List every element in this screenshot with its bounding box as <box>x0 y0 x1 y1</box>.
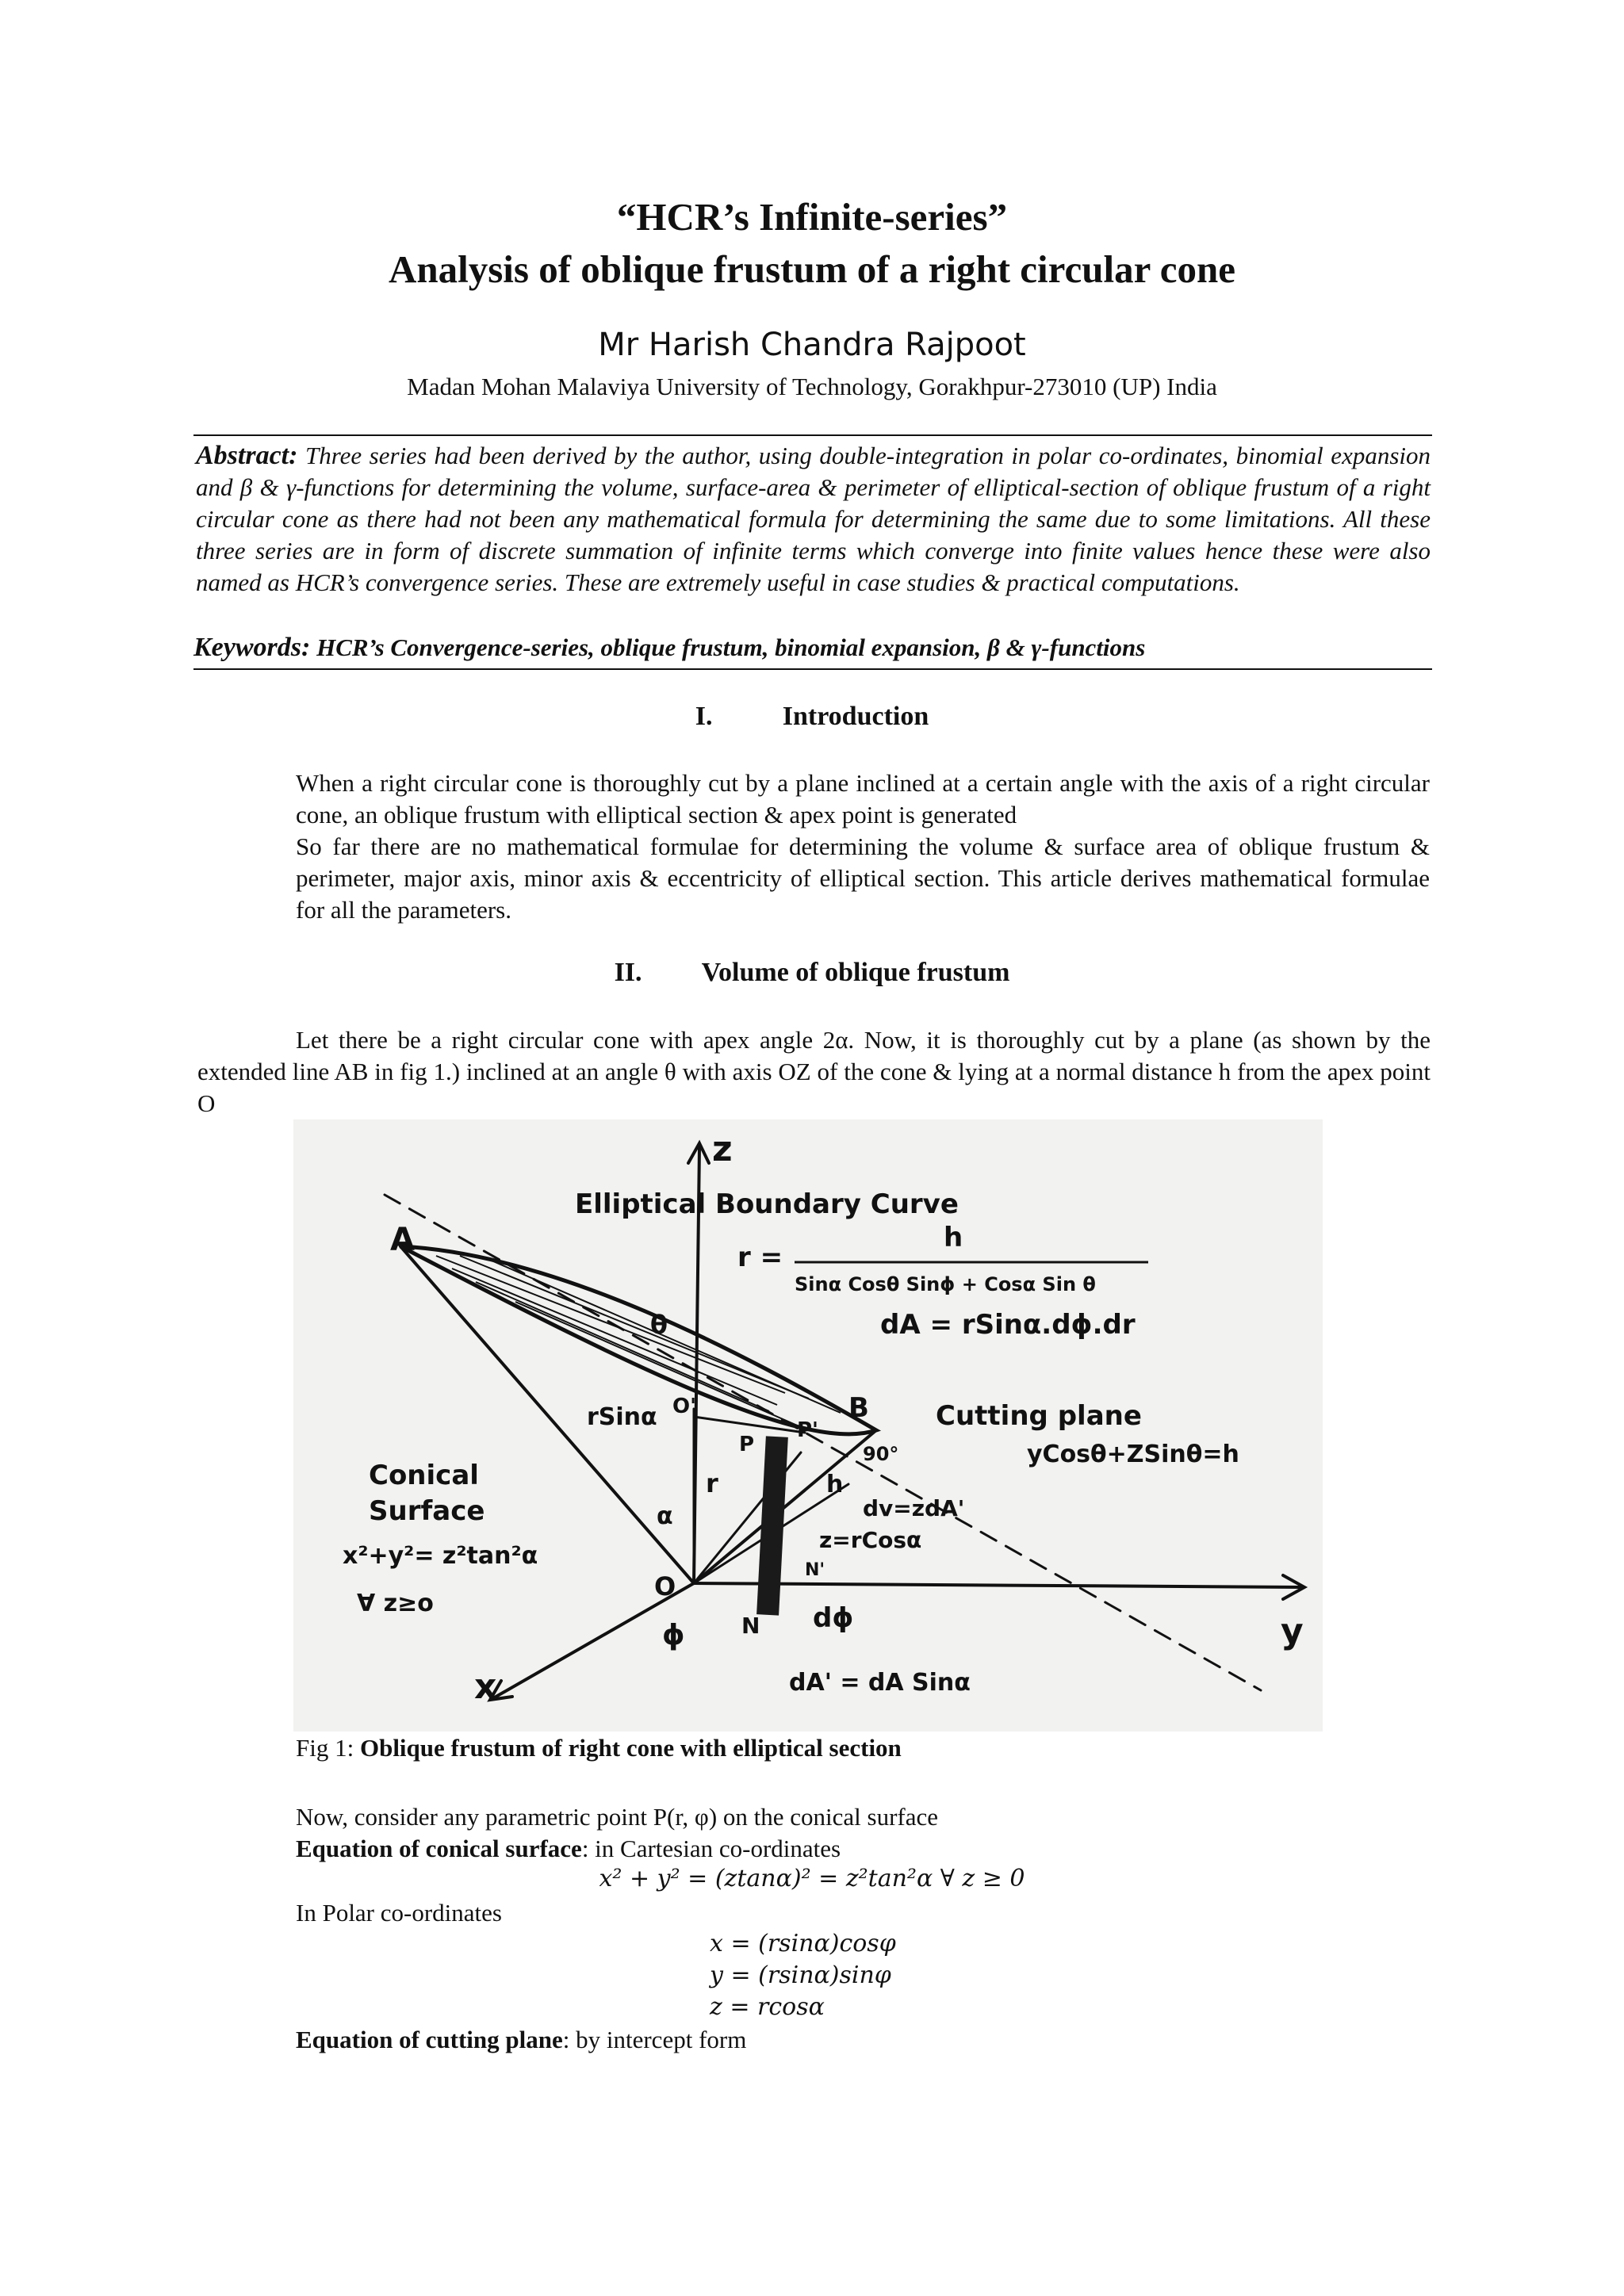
caption-title: Oblique frustum of right cone with elliptical section <box>359 1734 902 1762</box>
polar-x-equation: x = (rsinα)cosφ <box>710 1930 896 1957</box>
point-O-label: O <box>654 1571 676 1601</box>
theta-label: θ <box>650 1310 668 1340</box>
author-name: Mr Harish Chandra Rajpoot <box>598 327 1026 363</box>
section-title: Introduction <box>782 702 929 731</box>
keywords-label: Keywords: <box>193 633 311 662</box>
alpha-label: α <box>657 1502 673 1530</box>
r-equation-numerator: h <box>944 1222 963 1253</box>
parametric-point-sentence: Now, consider any parametric point P(r, φ) on the conical surface <box>296 1803 939 1831</box>
point-A-label: A <box>390 1222 415 1258</box>
abstract-label: Abstract: <box>196 441 298 470</box>
dA-prime-label: dA' = dA Sinα <box>789 1669 971 1697</box>
section-title: Volume of oblique frustum <box>701 958 1010 987</box>
section-number: II. <box>614 958 642 987</box>
cutting-plane-rest: : by intercept form <box>562 2026 747 2053</box>
point-N-label: N <box>741 1613 760 1639</box>
y-axis <box>694 1583 1302 1587</box>
dv-label: dv=zdA' <box>863 1495 965 1521</box>
point-N-prime-label: N' <box>805 1560 825 1580</box>
z-rcos-label: z=rCosα <box>819 1527 922 1553</box>
keywords <box>193 633 1432 663</box>
author-affiliation: Madan Mohan Malaviya University of Technology, Gorakhpur-273010 (UP) India <box>407 373 1217 400</box>
frustum-diagram <box>293 1119 1323 1732</box>
section-heading-volume <box>0 958 1624 988</box>
caption-prefix: Fig 1: <box>296 1734 360 1762</box>
polar-z-equation: z = rcosα <box>710 1993 825 2021</box>
abstract-bottom-rule <box>193 668 1432 670</box>
intro-paragraph-1: When a right circular cone is thoroughly cut by a plane inclined at a certain angle with the axis of a right circular cone, an oblique frustum with elliptical section & apex point is generated <box>296 769 1430 828</box>
curve-label: Elliptical Boundary Curve <box>575 1188 959 1220</box>
paper-title-line1: “HCR’s Infinite-series” <box>616 195 1008 239</box>
point-B-label: B <box>848 1392 869 1424</box>
conical-surface-label: Equation of conical surface <box>296 1835 582 1862</box>
keywords-text: HCR’s Convergence-series, oblique frustum, binomial expansion, β & γ-functions <box>316 633 1146 661</box>
r-equation-left: r = <box>737 1242 783 1273</box>
ellipse-hatching <box>436 1256 841 1427</box>
r-equation-denominator: Sinα Cosθ Sinϕ + Cosα Sin θ <box>795 1273 1096 1295</box>
cone-equation-label: x²+y²= z²tan²α <box>343 1542 538 1570</box>
plane-equation-label: yCosθ+ZSinθ=h <box>1027 1441 1239 1468</box>
y-axis-label: y <box>1281 1611 1304 1651</box>
point-P-prime-label: P' <box>797 1418 819 1442</box>
rsin-label: rSinα <box>587 1403 657 1431</box>
figure-caption <box>296 1734 902 1762</box>
z-condition-label: ∀ z≥o <box>357 1590 434 1617</box>
dA-label: dA = rSinα.dϕ.dr <box>880 1309 1136 1341</box>
r-label: r <box>706 1468 718 1498</box>
abstract-top-rule <box>193 434 1432 436</box>
cutting-plane-line <box>296 2024 746 2056</box>
cutting-plane-label: Equation of cutting plane <box>296 2026 563 2053</box>
cartesian-equation: x² + y² = (ztanα)² = z²tan²α ∀ z ≥ 0 <box>599 1865 1025 1892</box>
abstract <box>196 440 1431 599</box>
surface-label: Surface <box>369 1495 485 1527</box>
h-label: h <box>826 1471 844 1498</box>
paper-title-line2: Analysis of oblique frustum of a right circular cone <box>388 247 1236 291</box>
cutting-plane-label: Cutting plane <box>936 1400 1142 1432</box>
section-number: I. <box>695 702 713 731</box>
volume-element-prism <box>756 1436 788 1615</box>
point-P-label: P <box>739 1433 755 1456</box>
point-O-prime-label: O' <box>672 1395 697 1418</box>
right-angle-label: 90° <box>863 1443 899 1465</box>
dphi-label: dϕ <box>813 1602 854 1634</box>
phi-label: ϕ <box>662 1619 685 1651</box>
z-axis-label: z <box>712 1129 733 1169</box>
x-axis-label: x <box>474 1667 497 1707</box>
section-heading-introduction <box>0 702 1624 732</box>
abstract-text: Three series had been derived by the author, using double-integration in polar co-ordinates, binomial expansion and β & γ-functions for determining the volume, surface-area & perimeter of elliptical-section of oblique frustum of a right circular cone as there had not been any mathematical formula for determining the same due to some limitations. All these three series are in form of discrete summation of infinite terms which converge into finite values hence these were also named as HCR’s convergence series. These are extremely useful in case studies & practical computations. <box>196 442 1431 596</box>
polar-y-equation: y = (rsinα)sinφ <box>710 1961 891 1989</box>
volume-paragraph-1: Let there be a right circular cone with apex angle 2α. Now, it is thoroughly cut by a plane (as shown by the extended line AB in fig 1.) inclined at an angle θ with axis OZ of the cone & lying at a normal distance h from the apex point O <box>197 1026 1431 1117</box>
intro-paragraph-2: So far there are no mathematical formulae for determining the volume & surface area of oblique frustum & perimeter, major axis, minor axis & eccentricity of elliptical section. This article derives mathematical formulae for all the parameters. <box>296 832 1430 924</box>
figure-oblique-frustum <box>293 1119 1323 1732</box>
conical-label: Conical <box>369 1460 479 1491</box>
conical-surface-rest: : in Cartesian co-ordinates <box>581 1835 841 1862</box>
polar-coordinates-label: In Polar co-ordinates <box>296 1899 502 1927</box>
conical-surface-line <box>296 1833 841 1865</box>
